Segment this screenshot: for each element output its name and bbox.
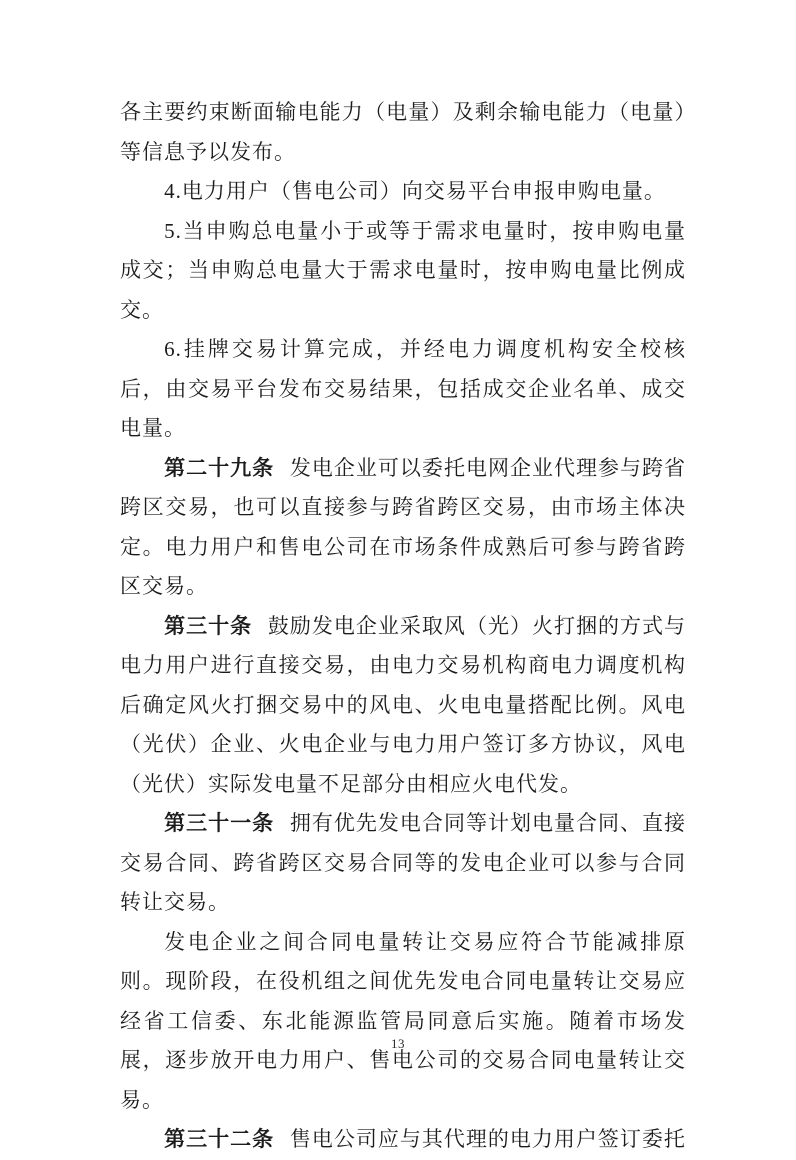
paragraph (120, 923, 686, 1121)
article-number-heading: 第三十条 (164, 613, 253, 638)
article-number-heading: 第三十二条 (164, 1127, 275, 1151)
paragraph-text: 4.电力用户（售电公司）向交易平台申报申购电量。 (164, 179, 666, 203)
paragraph (120, 330, 686, 449)
paragraph (120, 1120, 686, 1160)
article-number-heading: 第三十一条 (164, 811, 275, 835)
paragraph-text: 5.当申购总电量小于或等于需求电量时，按申购电量成交；当申购总电量大于需求电量时，按申购电量比例成交。 (120, 218, 686, 322)
paragraph-text: 各主要约束断面输电能力（电量）及剩余输电能力（电量）等信息予以发布。 (120, 100, 686, 164)
paragraph-text: 鼓励发电企业采取风（光）火打捆的方式与电力用户进行直接交易，由电力交易机构商电力调度机构后确定风火打捆交易中的风电、火电电量搭配比例。风电（光伏）企业、火电企业与电力用户签订多方协议，风电（光伏）实际发电量不足部分由相应火电代发。 (120, 613, 687, 796)
paragraph (120, 212, 686, 331)
paragraph (120, 93, 686, 172)
paragraph (120, 607, 686, 805)
paragraph-text: 售电公司应与其代理的电力用户签订委托 (289, 1127, 686, 1151)
paragraph (120, 804, 686, 923)
paragraph (120, 449, 686, 607)
paragraph (120, 172, 686, 212)
paragraph-text: 发电企业可以委托电网企业代理参与跨省跨区交易，也可以直接参与跨省跨区交易，由市场主体决定。电力用户和售电公司在市场条件成熟后可参与跨省跨区交易。 (120, 455, 687, 598)
page-number: 13 (391, 1036, 405, 1051)
paragraph-text: 发电企业之间合同电量转让交易应符合节能减排原则。现阶段，在役机组之间优先发电合同电量转让交易应经省工信委、东北能源监管局同意后实施。随着市场发展，逐步放开电力用户、售电公司的交易合同电量转让交易。 (120, 929, 686, 1112)
document-body (120, 93, 686, 1160)
article-number-heading: 第二十九条 (164, 455, 275, 480)
paragraph-text: 6.挂牌交易计算完成，并经电力调度机构安全校核后，由交易平台发布交易结果，包括成交企业名单、成交电量。 (120, 337, 686, 440)
paragraph-text: 拥有优先发电合同等计划电量合同、直接交易合同、跨省跨区交易合同等的发电企业可以参与合同转让交易。 (120, 811, 687, 914)
